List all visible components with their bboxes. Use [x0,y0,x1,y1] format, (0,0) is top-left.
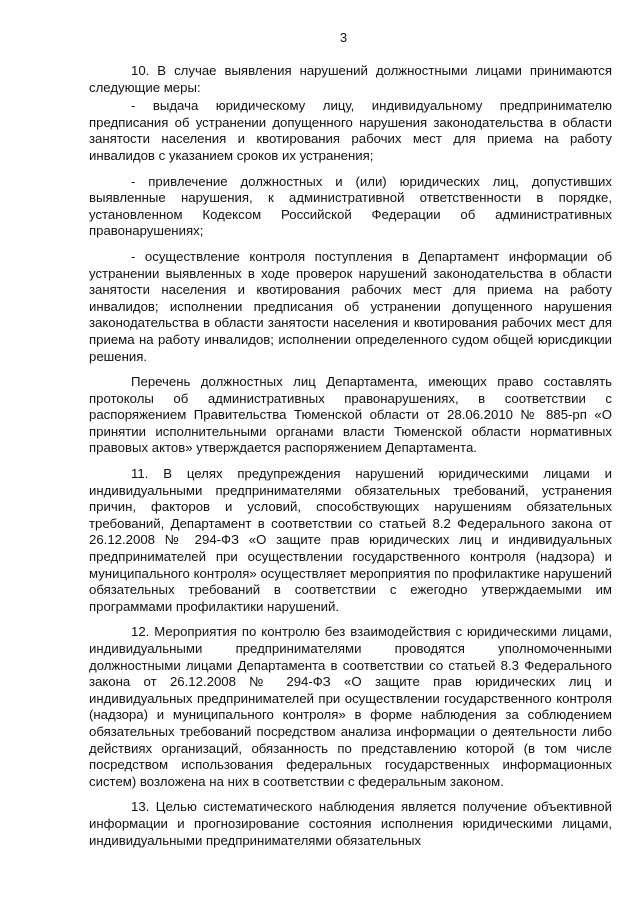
page-number: 3 [339,30,348,45]
paragraph-officials-list: Перечень должностных лиц Департамента, имеющих право составлять протоколы об административных правонарушениях, в соответствии с распоряжением Правительства Тюменской области от 28.06.2010 № 885-рп «О принятии исполнительными органами власти Тюменской области нормативных правовых актов» утверждается распоряжением Департамента. [89,374,612,456]
list-item-prescription: - выдача юридическому лицу, индивидуальному предпринимателю предписания об устранении допущенного нарушения законодательства в области занятости населения и квотирования рабочих мест для приема на работу инвалидов с указанием сроков их устранения; [89,98,612,163]
paragraph-12: 12. Мероприятия по контролю без взаимодействия с юридическими лицами, индивидуальными предпринимателями проводятся уполномоченными должностными лицами Департамента в соответствии со статьей 8.3 Федерального закона от 26.12.2008 № 294-ФЗ «О защите прав юридических лиц и индивидуальных предпринимателей при осуществлении государственного контроля (надзора) и муниципального контроля» в форме наблюдения за соблюдением обязательных требований посредством анализа информации о деятельности либо действиях организаций, обязанность по представлению которой (в том числе посредством использования федеральных государственных информационных систем) возложена на них в соответствии с федеральным законом. [89,624,612,789]
list-item-control: - осуществление контроля поступления в Департамент информации об устранении выявленных в ходе проверок нарушений законодательства в области занятости населения и квотирования рабочих мест для приема на работу инвалидов; исполнении предписания об устранении допущенного нарушения законодательства в области занятости населения и квотирования рабочих мест для приема на работу инвалидов; исполнении определенного судом общей юрисдикции решения. [89,248,612,364]
paragraph-13: 13. Целью систематического наблюдения является получение объективной информации и прогнозирование состояния исполнения юридическими лицами, индивидуальными предпринимателями обязательных [89,799,612,848]
list-item-liability: - привлечение должностных и (или) юридических лиц, допустивших выявленные нарушения, к административной ответственности в порядке, установленном Кодексом Российской Федерации об административных правонарушениях; [89,173,612,239]
paragraph-11: 11. В целях предупреждения нарушений юридическими лицами и индивидуальными предпринимателями обязательных требований, устранения причин, факторов и условий, способствующих нарушениям обязательных требований, Департамент в соответствии со статьей 8.2 Федерального закона от 26.12.2008 № 294-ФЗ «О защите прав юридических лиц и индивидуальных предпринимателей при осуществлении государственного контроля (надзора) и муниципального контроля» осуществляет мероприятия по профилактике нарушений обязательных требований в соответствии с ежегодно утверждаемыми им программами профилактики нарушений. [89,466,612,614]
paragraph-10: 10. В случае выявления нарушений должностными лицами принимаются следующие меры: [89,63,612,95]
